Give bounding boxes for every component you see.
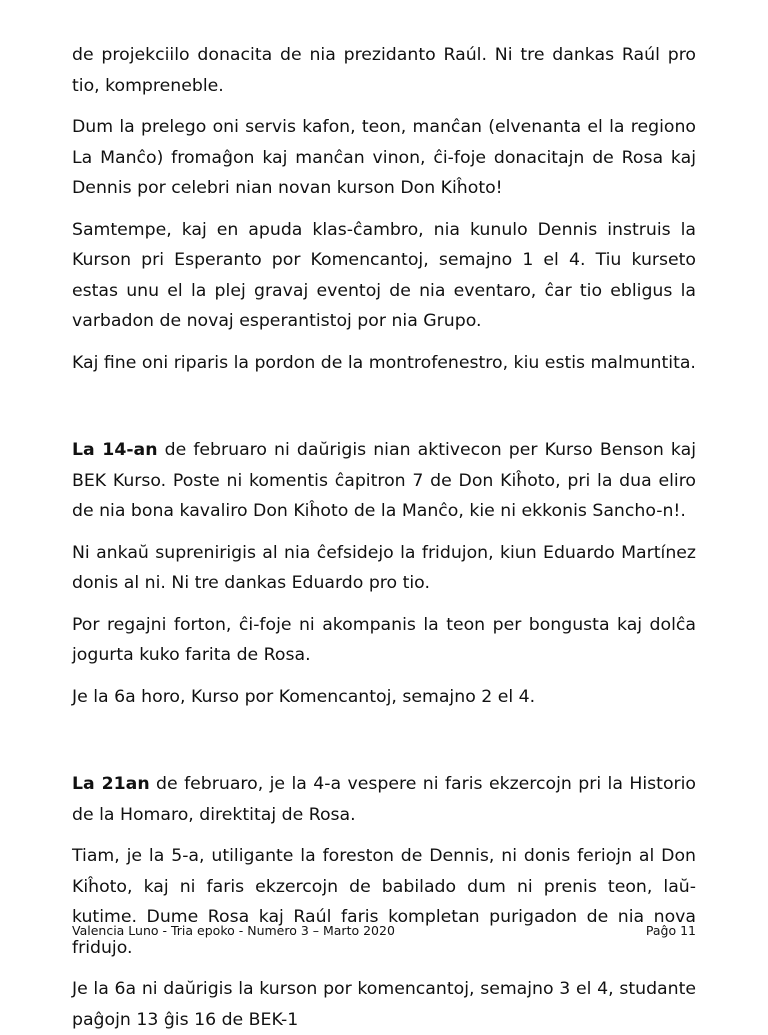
paragraph — [72, 841, 696, 963]
paragraph-text: Por regajni forton, ĉi-foje ni akompanis la teon per bongusta kaj dolĉa jogurta kuko farita de Rosa. — [72, 614, 696, 665]
paragraph-text: Tiam, je la 5-a, utiligante la foreston de Dennis, ni donis feriojn al Don Kiĥoto, kaj ni faris ekzercojn de babilado dum ni prenis teon, laŭ-kutime. Dume Rosa kaj Raúl faris kompletan purigadon de nia nova fridujo. — [72, 846, 696, 958]
paragraph — [72, 215, 696, 337]
paragraph-text: Ni ankaŭ suprenirigis al nia ĉefsidejo la fridujon, kiun Eduardo Martínez donis al ni. Ni tre dankas Eduardo pro tio. — [72, 542, 696, 593]
paragraph-text: Kaj fine oni riparis la pordon de la montrofenestro, kiu estis malmuntita. — [72, 352, 696, 373]
section-gap — [72, 723, 696, 769]
paragraph — [72, 610, 696, 671]
paragraph — [72, 435, 696, 527]
paragraph — [72, 974, 696, 1035]
date-heading: La 21an — [72, 774, 150, 794]
paragraph — [72, 40, 696, 101]
paragraph-text: de februaro ni daŭrigis nian aktivecon per Kurso Benson kaj BEK Kurso. Poste ni komentis ĉapitron 7 de Don Kiĥoto, pri la dua eliro de nia bona kavaliro Don Kiĥoto de la Manĉo, kie ni ekkonis Sancho-n!. — [72, 440, 697, 521]
page-footer — [72, 923, 696, 938]
paragraph-text: Je la 6a ni daŭrigis la kurson por komencantoj, semajno 3 el 4, studante paĝojn 13 ĝis 16 de BEK-1 — [72, 979, 696, 1030]
paragraph — [72, 112, 696, 204]
paragraph — [72, 682, 696, 713]
paragraph — [72, 348, 696, 379]
paragraph-text: Dum la prelego oni servis kafon, teon, manĉan (elvenanta el la regiono La Manĉo) fromaĝon kaj manĉan vinon, ĉi-foje donacitajn de Rosa kaj Dennis por celebri nian novan kurson Don Kiĥoto! — [72, 117, 696, 198]
footer-publication: Valencia Luno - Tria epoko - Numero 3 – Marto 2020 — [72, 923, 395, 938]
paragraph — [72, 769, 696, 830]
paragraph-text: Je la 6a horo, Kurso por Komencantoj, semajno 2 el 4. — [72, 686, 536, 707]
date-heading: La 14-an — [72, 440, 158, 460]
paragraph-text: Samtempe, kaj en apuda klas-ĉambro, nia kunulo Dennis instruis la Kurson pri Esperanto por Komencantoj, semajno 1 el 4. Tiu kurseto estas unu el la plej gravaj eventoj de nia eventaro, ĉar tio ebligus la varbadon de novaj esperantistoj por nia Grupo. — [72, 219, 696, 331]
footer-page-number: Paĝo 11 — [645, 923, 696, 938]
paragraph-text: de februaro, je la 4-a vespere ni faris ekzercojn pri la Historio de la Homaro, direktitaj de Rosa. — [72, 774, 696, 825]
paragraph-text: de projekciilo donacita de nia prezidanto Raúl. Ni tre dankas Raúl pro tio, kompreneble. — [72, 45, 696, 96]
section-gap — [72, 389, 696, 435]
paragraph — [72, 538, 696, 599]
